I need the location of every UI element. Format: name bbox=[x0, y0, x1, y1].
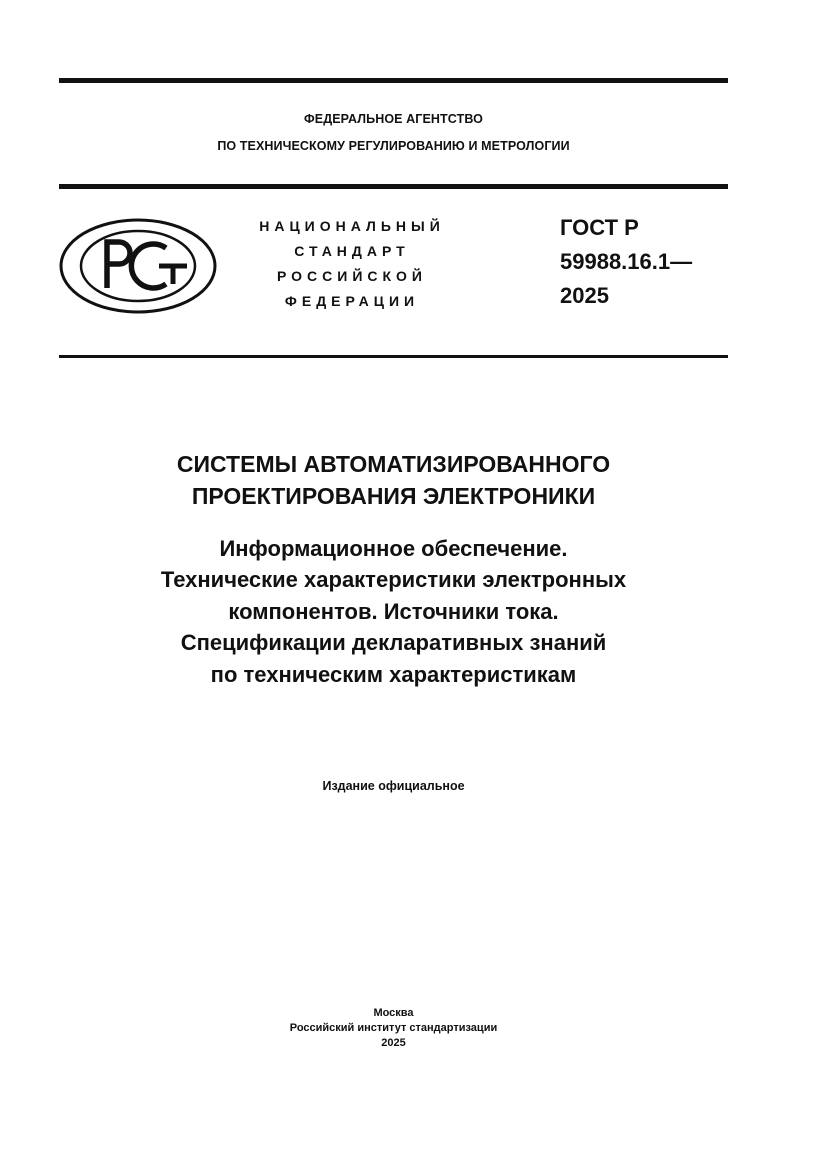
national-line-3: РОССИЙСКОЙ bbox=[277, 268, 427, 284]
gost-line-2: 59988.16.1— bbox=[560, 249, 693, 274]
agency-line-1: ФЕДЕРАЛЬНОЕ АГЕНТСТВО bbox=[304, 112, 483, 126]
title-line-1: СИСТЕМЫ АВТОМАТИЗИРОВАННОГО bbox=[176, 451, 611, 477]
agency-line-2: ПО ТЕХНИЧЕСКОМУ РЕГУЛИРОВАНИЮ И МЕТРОЛОГИИ bbox=[217, 139, 570, 153]
subtitle-line-2: Технические характеристики электронных bbox=[160, 567, 627, 592]
subtitle-line-5: по техническим характеристикам bbox=[210, 662, 577, 687]
header-rule bbox=[59, 184, 728, 189]
national-line-4: ФЕДЕРАЦИИ bbox=[284, 293, 420, 309]
block-rule bbox=[59, 355, 728, 358]
footer-year: 2025 bbox=[381, 1037, 406, 1049]
gost-line-3: 2025 bbox=[560, 283, 609, 308]
national-line-1: НАЦИОНАЛЬНЫЙ bbox=[259, 218, 445, 234]
subtitle-line-4: Спецификации декларативных знаний bbox=[180, 630, 607, 655]
edition-label: Издание официальное bbox=[322, 779, 465, 793]
national-line-2: СТАНДАРТ bbox=[294, 243, 410, 259]
top-rule bbox=[59, 78, 728, 83]
gost-line-1: ГОСТ Р bbox=[560, 215, 639, 240]
subtitle-line-1: Информационное обеспечение. bbox=[219, 536, 568, 561]
footer-publisher: Российский институт стандартизации bbox=[289, 1022, 498, 1034]
subtitle-line-3: компонентов. Источники тока. bbox=[228, 599, 559, 624]
gost-r-certification-mark-icon bbox=[59, 218, 217, 314]
title-line-2: ПРОЕКТИРОВАНИЯ ЭЛЕКТРОНИКИ bbox=[191, 483, 596, 509]
footer-city: Москва bbox=[373, 1007, 414, 1019]
